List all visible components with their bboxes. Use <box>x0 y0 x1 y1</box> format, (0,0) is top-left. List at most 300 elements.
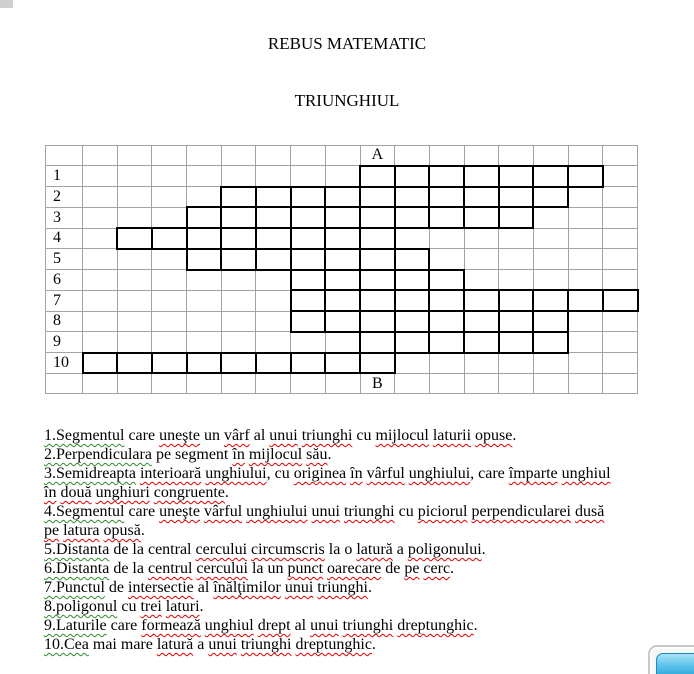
grid-cell <box>152 332 187 353</box>
grid-cell <box>221 332 256 353</box>
grammar-flagged-word: 2.Perpendiculara <box>44 446 152 463</box>
row-number-cell: 3 <box>46 207 83 228</box>
grid-cell <box>603 228 638 249</box>
grid-cell <box>499 373 534 393</box>
answer-cell <box>256 207 291 228</box>
answer-cell <box>395 270 430 291</box>
grid-cell <box>603 353 638 374</box>
grid-row <box>46 311 638 332</box>
grid-cell <box>429 228 464 249</box>
grid-cell <box>568 249 603 270</box>
spelling-flagged-word: formează <box>141 617 201 634</box>
answer-cell <box>533 311 568 332</box>
grid-cell <box>499 353 534 374</box>
spelling-flagged-word: uneşte <box>159 427 200 444</box>
grid-row <box>46 353 638 374</box>
answer-cell <box>187 228 222 249</box>
grid-cell <box>221 290 256 311</box>
grid-cell <box>325 373 360 393</box>
spelling-flagged-word: pe <box>44 522 60 539</box>
grid-cell <box>221 146 256 166</box>
grid-cell <box>187 146 222 166</box>
answer-cell <box>395 249 430 270</box>
answer-cell <box>429 166 464 187</box>
grid-cell <box>83 207 118 228</box>
clue-2: 2.Perpendiculara pe segment în mijlocul său. <box>44 446 332 463</box>
spelling-flagged-word: drept <box>257 617 291 634</box>
answer-cell <box>360 311 395 332</box>
grid-cell <box>256 311 291 332</box>
answer-cell <box>429 290 464 311</box>
answer-cell <box>429 187 464 208</box>
grid-row <box>46 207 638 228</box>
grid-cell <box>325 166 360 187</box>
grid-cell <box>499 270 534 291</box>
spelling-flagged-word: pe <box>404 560 420 577</box>
answer-cell <box>499 332 534 353</box>
row-number-cell <box>46 373 83 393</box>
answer-cell <box>291 207 326 228</box>
row-number-cell: 4 <box>46 228 83 249</box>
spelling-flagged-word: unui <box>284 579 314 596</box>
answer-cell <box>395 207 430 228</box>
grid-cell <box>533 146 568 166</box>
answer-cell <box>533 187 568 208</box>
answer-cell <box>291 270 326 291</box>
grid-row <box>46 187 638 208</box>
answer-cell <box>187 249 222 270</box>
answer-cell <box>325 187 360 208</box>
row-number-cell: 2 <box>46 187 83 208</box>
answer-cell <box>360 332 395 353</box>
clue-9: 9.Laturile care formează unghiul drept al unui triunghi dreptunghic. <box>44 617 478 634</box>
grid-cell <box>533 228 568 249</box>
spelling-flagged-word: său <box>306 446 328 463</box>
spelling-flagged-word: latura <box>63 522 100 539</box>
grid-cell <box>256 373 291 393</box>
answer-cell <box>325 311 360 332</box>
answer-cell <box>464 311 499 332</box>
spelling-flagged-word: latură <box>356 541 393 558</box>
answer-cell <box>533 290 568 311</box>
answer-cell <box>464 290 499 311</box>
answer-cell <box>325 353 360 374</box>
spelling-flagged-word: piciorul <box>417 503 468 520</box>
grid-cell <box>83 290 118 311</box>
answer-cell <box>325 249 360 270</box>
clue-6: 6.Distanta de la centrul cercului la un punct oarecare de pe cerc. <box>44 560 455 577</box>
answer-cell <box>429 332 464 353</box>
spelling-flagged-word: unghiul <box>561 465 611 482</box>
grid-cell <box>395 373 430 393</box>
grammar-flagged-word: 3.Semidreapta <box>44 465 136 482</box>
grid-cell <box>603 373 638 393</box>
grid-cell <box>117 249 152 270</box>
spelling-flagged-word: dreptunghic <box>397 617 474 634</box>
spelling-flagged-word: laturii <box>432 427 472 444</box>
grid-cell <box>221 166 256 187</box>
grid-cell <box>221 270 256 291</box>
grid-cell <box>325 332 360 353</box>
grid-cell <box>187 166 222 187</box>
row-number-cell: 1 <box>46 166 83 187</box>
grid-cell <box>395 228 430 249</box>
grid-cell <box>429 146 464 166</box>
spelling-flagged-word: centrul <box>147 560 193 577</box>
spelling-flagged-word: unui <box>269 427 298 444</box>
row-number-cell: 7 <box>46 290 83 311</box>
grid-cell <box>499 249 534 270</box>
row-number-cell: 6 <box>46 270 83 291</box>
spelling-flagged-word: punct <box>287 560 324 577</box>
spelling-flagged-word: unui <box>310 617 339 634</box>
grid-cell <box>117 187 152 208</box>
row-number-cell: 9 <box>46 332 83 353</box>
answer-cell <box>464 187 499 208</box>
answer-cell <box>360 187 395 208</box>
grid-cell <box>429 373 464 393</box>
grid-cell <box>83 270 118 291</box>
answer-cell <box>360 353 395 374</box>
spelling-flagged-word: triunghi <box>342 617 394 634</box>
answer-cell <box>117 228 152 249</box>
answer-cell <box>360 228 395 249</box>
spelling-flagged-word: vârf <box>223 427 250 444</box>
grammar-flagged-word: 9.Laturile <box>44 617 107 634</box>
grid-cell <box>568 311 603 332</box>
doc-subtitle: TRIUNGHIUL <box>294 91 400 110</box>
widget-button-icon[interactable] <box>656 653 694 674</box>
grid-cell <box>187 311 222 332</box>
spelling-flagged-word: perpendicularei <box>471 503 571 520</box>
grid-cell <box>187 332 222 353</box>
grid-cell <box>533 207 568 228</box>
spelling-flagged-word: unghiului <box>408 465 471 482</box>
grid-cell <box>603 207 638 228</box>
answer-cell <box>395 332 430 353</box>
grammar-flagged-word: 10.Cea <box>44 636 89 653</box>
grid-cell <box>568 270 603 291</box>
answer-cell <box>291 290 326 311</box>
answer-cell <box>429 270 464 291</box>
grid-cell <box>568 187 603 208</box>
grid-cell <box>117 332 152 353</box>
answer-cell <box>256 353 291 374</box>
grid-cell <box>464 249 499 270</box>
spelling-flagged-word: congruente <box>153 484 225 501</box>
grid-cell <box>499 146 534 166</box>
clue-3: 3.Semidreapta interioară unghiului, cu originea în vârful unghiului, care împarte unghiul în două unghiuri congruente. <box>44 465 611 501</box>
grid-cell <box>568 373 603 393</box>
grid-cell <box>221 311 256 332</box>
spelling-flagged-word: cerc <box>423 560 451 577</box>
grid-cell <box>568 207 603 228</box>
spelling-flagged-word: cercului <box>195 541 248 558</box>
clue-1: 1.Segmentul care uneşte un vârf al unui triunghi cu mijlocul laturii opuse. <box>44 427 517 444</box>
answer-cell <box>256 228 291 249</box>
answer-cell <box>221 207 256 228</box>
grid-cell <box>464 228 499 249</box>
answer-cell <box>429 311 464 332</box>
answer-cell <box>325 270 360 291</box>
answer-cell <box>395 290 430 311</box>
grid-cell <box>499 228 534 249</box>
answer-cell <box>360 270 395 291</box>
grid-cell <box>83 373 118 393</box>
answer-cell <box>464 332 499 353</box>
spelling-flagged-word: interioară <box>139 465 202 482</box>
answer-cell <box>568 290 603 311</box>
grid-cell <box>603 187 638 208</box>
spelling-flagged-word: originea <box>293 465 347 482</box>
grid-cell <box>603 249 638 270</box>
grid-row <box>46 166 638 187</box>
grid-row <box>46 332 638 353</box>
marker-a-cell: A <box>360 146 395 166</box>
spelling-flagged-word: unghiului <box>205 465 267 482</box>
clue-10: 10.Cea mai mare latură a unui triunghi dreptunghic. <box>44 636 376 653</box>
answer-cell <box>464 166 499 187</box>
grid-cell <box>603 270 638 291</box>
answer-cell <box>429 207 464 228</box>
spelling-flagged-word: unghiul <box>204 617 254 634</box>
spelling-flagged-word: două <box>60 484 92 501</box>
spelling-flagged-word: uneşte <box>159 503 200 520</box>
grid-cell <box>152 290 187 311</box>
spelling-flagged-word: triunghi <box>317 579 368 596</box>
spelling-flagged-word: laturi <box>165 598 200 615</box>
clues-list <box>44 426 660 654</box>
grid-cell <box>117 207 152 228</box>
grid-header-row <box>46 146 638 166</box>
grid-cell <box>256 166 291 187</box>
grid-cell <box>187 290 222 311</box>
grid-cell <box>256 332 291 353</box>
grid-cell <box>568 228 603 249</box>
grid-cell <box>533 373 568 393</box>
grid-cell <box>83 166 118 187</box>
grid-cell <box>464 146 499 166</box>
answer-cell <box>221 187 256 208</box>
answer-cell <box>499 207 534 228</box>
spelling-flagged-word: cercului <box>196 560 248 577</box>
grammar-flagged-word: 1.Segmentul <box>44 427 125 444</box>
spelling-flagged-word: oarecare <box>327 560 382 577</box>
row-number-cell: 5 <box>46 249 83 270</box>
spelling-flagged-word: unui <box>311 503 340 520</box>
spelling-flagged-word: triunghi <box>343 503 395 520</box>
grid-cell <box>152 270 187 291</box>
grid-row <box>46 249 638 270</box>
grid-cell <box>464 270 499 291</box>
spelling-flagged-word: unghiului <box>246 503 308 520</box>
spelling-flagged-word: înălţimilor <box>213 579 281 596</box>
answer-cell <box>395 166 430 187</box>
spelling-flagged-word: dreptunghic <box>295 636 372 653</box>
row-number-cell: 8 <box>46 311 83 332</box>
answer-cell <box>499 290 534 311</box>
spelling-flagged-word: în <box>232 446 245 463</box>
grammar-flagged-word: 6.Distanta <box>44 560 110 577</box>
row-number-cell: 10 <box>46 353 83 374</box>
grid-cell <box>429 353 464 374</box>
answer-cell <box>325 228 360 249</box>
grid-cell <box>117 373 152 393</box>
spelling-flagged-word: opusă <box>103 522 141 539</box>
grid-cell <box>83 187 118 208</box>
grid-cell <box>603 311 638 332</box>
grid-cell <box>568 353 603 374</box>
grammar-flagged-word: 8.poligonul <box>44 598 118 615</box>
answer-cell <box>187 353 222 374</box>
spelling-flagged-word: mijlocul <box>248 446 303 463</box>
spelling-flagged-word: latură <box>156 636 194 653</box>
spelling-flagged-word: în <box>350 465 363 482</box>
answer-cell <box>533 166 568 187</box>
grid-cell <box>395 353 430 374</box>
grid-cell <box>152 373 187 393</box>
answer-cell <box>325 207 360 228</box>
spelling-flagged-word: împarte <box>508 465 558 482</box>
answer-cell <box>152 228 187 249</box>
grid-cell <box>83 146 118 166</box>
answer-cell <box>395 187 430 208</box>
grid-cell <box>221 373 256 393</box>
answer-cell <box>360 249 395 270</box>
grid-cell <box>187 270 222 291</box>
answer-cell <box>221 353 256 374</box>
answer-cell <box>291 228 326 249</box>
grid-cell <box>603 166 638 187</box>
answer-cell <box>603 290 638 311</box>
grid-cell <box>291 166 326 187</box>
grid-cell <box>117 166 152 187</box>
answer-cell <box>256 249 291 270</box>
grid-cell <box>152 249 187 270</box>
grid-cell <box>256 290 291 311</box>
answer-cell <box>291 249 326 270</box>
marker-b-cell: B <box>360 373 395 393</box>
grammar-flagged-word: 5.Distanta <box>44 541 110 558</box>
answer-cell <box>291 311 326 332</box>
grid-cell <box>83 249 118 270</box>
grid-cell <box>187 187 222 208</box>
grammar-flagged-word: 7.Punctul <box>44 579 105 596</box>
spelling-flagged-word: triunghi <box>301 427 353 444</box>
spelling-flagged-word: poligonului <box>407 541 482 558</box>
answer-cell <box>187 207 222 228</box>
grid-cell <box>429 249 464 270</box>
clue-4: 4.Segmentul care uneşte vârful unghiului unui triunghi cu piciorul perpendicularei dusă pe latura opusă. <box>44 503 605 539</box>
grid-cell <box>533 249 568 270</box>
spelling-flagged-word: intersectie <box>128 579 194 596</box>
answer-cell <box>395 311 430 332</box>
row-number-cell <box>46 146 83 166</box>
grid-cell <box>533 270 568 291</box>
spelling-flagged-word: triunghi <box>240 636 292 653</box>
grid-cell <box>83 311 118 332</box>
grid-cell <box>152 207 187 228</box>
clue-7: 7.Punctul de intersectie al înălţimilor unui triunghi. <box>44 579 372 596</box>
grid-cell <box>83 332 118 353</box>
clue-8: 8.poligonul cu trei laturi. <box>44 598 204 615</box>
doc-title: REBUS MATEMATIC <box>267 34 427 53</box>
grid-cell <box>117 311 152 332</box>
answer-cell <box>325 290 360 311</box>
grid-cell <box>152 311 187 332</box>
grid-cell <box>152 187 187 208</box>
grid-cell <box>187 373 222 393</box>
spelling-flagged-word: circumscris <box>251 541 325 558</box>
answer-cell <box>152 353 187 374</box>
answer-cell <box>464 207 499 228</box>
grid-cell <box>152 166 187 187</box>
spelling-flagged-word: în <box>44 484 57 501</box>
spelling-flagged-word: opuse <box>475 427 513 444</box>
grid-cell <box>325 146 360 166</box>
answer-cell <box>499 311 534 332</box>
answer-cell <box>291 187 326 208</box>
spelling-flagged-word: vârful <box>366 465 405 482</box>
grid-row <box>46 270 638 291</box>
answer-cell <box>360 207 395 228</box>
grid-cell <box>395 146 430 166</box>
grid-cell <box>603 332 638 353</box>
grid-cell <box>291 332 326 353</box>
grid-cell <box>117 290 152 311</box>
answer-cell <box>221 249 256 270</box>
clue-5: 5.Distanta de la central cercului circumscris la o latură a poligonului. <box>44 541 486 558</box>
grid-cell <box>533 353 568 374</box>
crossword-grid <box>45 145 639 394</box>
grid-footer-row <box>46 373 638 393</box>
spelling-flagged-word: mijlocul <box>375 427 429 444</box>
grid-cell <box>83 228 118 249</box>
answer-cell <box>291 353 326 374</box>
grid-cell <box>464 373 499 393</box>
grid-cell <box>568 332 603 353</box>
grid-row <box>46 228 638 249</box>
grid-cell <box>117 270 152 291</box>
answer-cell <box>117 353 152 374</box>
answer-cell <box>499 166 534 187</box>
grid-cell <box>256 270 291 291</box>
grid-cell <box>117 146 152 166</box>
grid-cell <box>464 353 499 374</box>
spelling-flagged-word: unui <box>208 636 237 653</box>
grid-row <box>46 290 638 311</box>
spelling-flagged-word: dusă <box>575 503 605 520</box>
grid-cell <box>256 146 291 166</box>
grid-cell <box>291 373 326 393</box>
grammar-flagged-word: 4.Segmentul <box>44 503 125 520</box>
answer-cell <box>568 166 603 187</box>
answer-cell <box>221 228 256 249</box>
answer-cell <box>83 353 118 374</box>
window-corner-artifact <box>0 0 13 8</box>
spelling-flagged-word: vârful <box>203 503 243 520</box>
answer-cell <box>360 166 395 187</box>
grid-cell <box>152 146 187 166</box>
answer-cell <box>499 187 534 208</box>
floating-widget[interactable] <box>648 645 694 674</box>
answer-cell <box>256 187 291 208</box>
spelling-flagged-word: trei <box>140 598 162 615</box>
answer-cell <box>533 332 568 353</box>
spelling-flagged-word: unghiuri <box>95 484 150 501</box>
grid-cell <box>603 146 638 166</box>
answer-cell <box>360 290 395 311</box>
